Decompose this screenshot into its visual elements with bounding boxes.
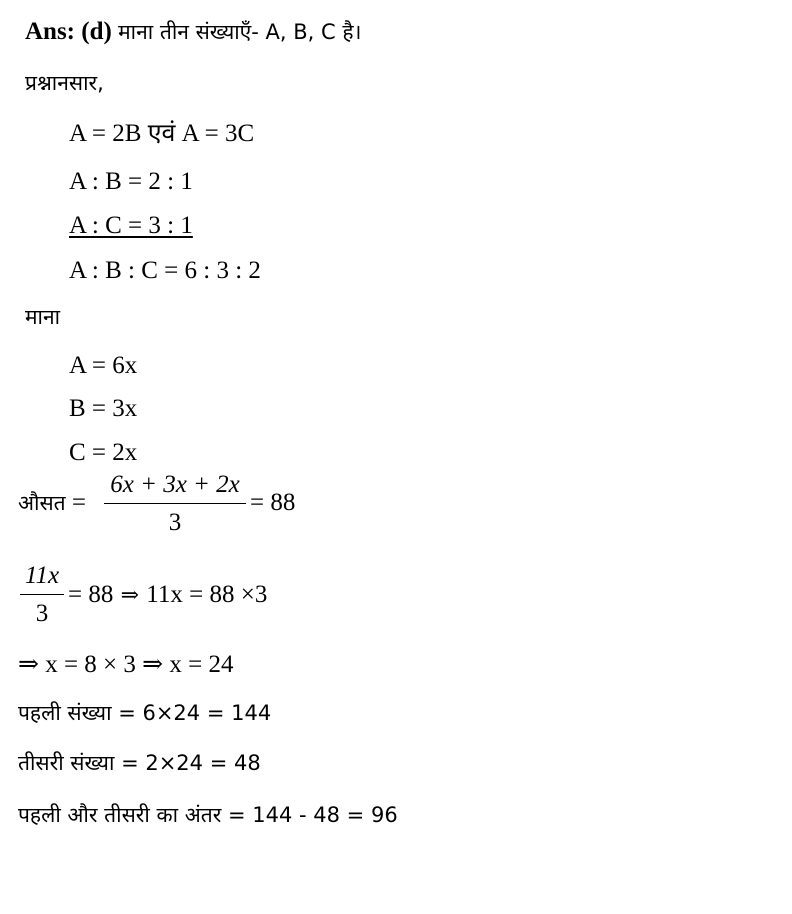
assumption-a: A = 6x <box>69 352 138 379</box>
step2-rest-a: = 88 <box>68 581 114 608</box>
let-label: माना <box>25 305 61 329</box>
ratio-ab: A : B = 2 : 1 <box>69 168 193 195</box>
difference-line: पहली और तीसरी का अंतर = 144 - 48 = 96 <box>18 803 398 827</box>
step2-denominator: 3 <box>35 600 49 627</box>
average-label: औसत <box>18 491 66 515</box>
relation-line: A = 2B एवं A = 3C <box>69 120 255 147</box>
step3-line: ⇒ x = 8 × 3 ⇒ x = 24 <box>18 651 234 678</box>
average-eq: = <box>71 489 87 516</box>
third-number-line: तीसरी संख्या = 2×24 = 48 <box>18 751 261 775</box>
first-number-line: पहली संख्या = 6×24 = 144 <box>18 701 272 725</box>
fraction-bar <box>20 594 64 595</box>
ratio-abc: A : B : C = 6 : 3 : 2 <box>69 257 261 284</box>
assumption-b: B = 3x <box>69 395 138 422</box>
step2-numerator: 11x <box>24 562 60 589</box>
step2-rest-b: 11x = 88 ×3 <box>146 581 268 608</box>
average-result: = 88 <box>250 489 296 516</box>
ratio-ac: A : C = 3 : 1 <box>69 212 193 239</box>
step2-fraction <box>20 561 64 629</box>
average-numerator: 6x + 3x + 2x <box>110 471 240 498</box>
average-label-line <box>18 488 86 518</box>
average-denominator: 3 <box>168 509 182 536</box>
assumption-c: C = 2x <box>69 439 138 466</box>
according-question: प्रश्नानसार, <box>25 71 104 95</box>
step2-line <box>68 580 267 610</box>
answer-label: Ans: (d) <box>25 18 112 45</box>
average-fraction <box>104 470 246 538</box>
answer-line <box>25 17 361 47</box>
implies-symbol: ⇒ <box>120 582 140 607</box>
answer-intro: माना तीन संख्याएँ- A, B, C है। <box>118 20 362 44</box>
fraction-bar <box>104 503 246 504</box>
